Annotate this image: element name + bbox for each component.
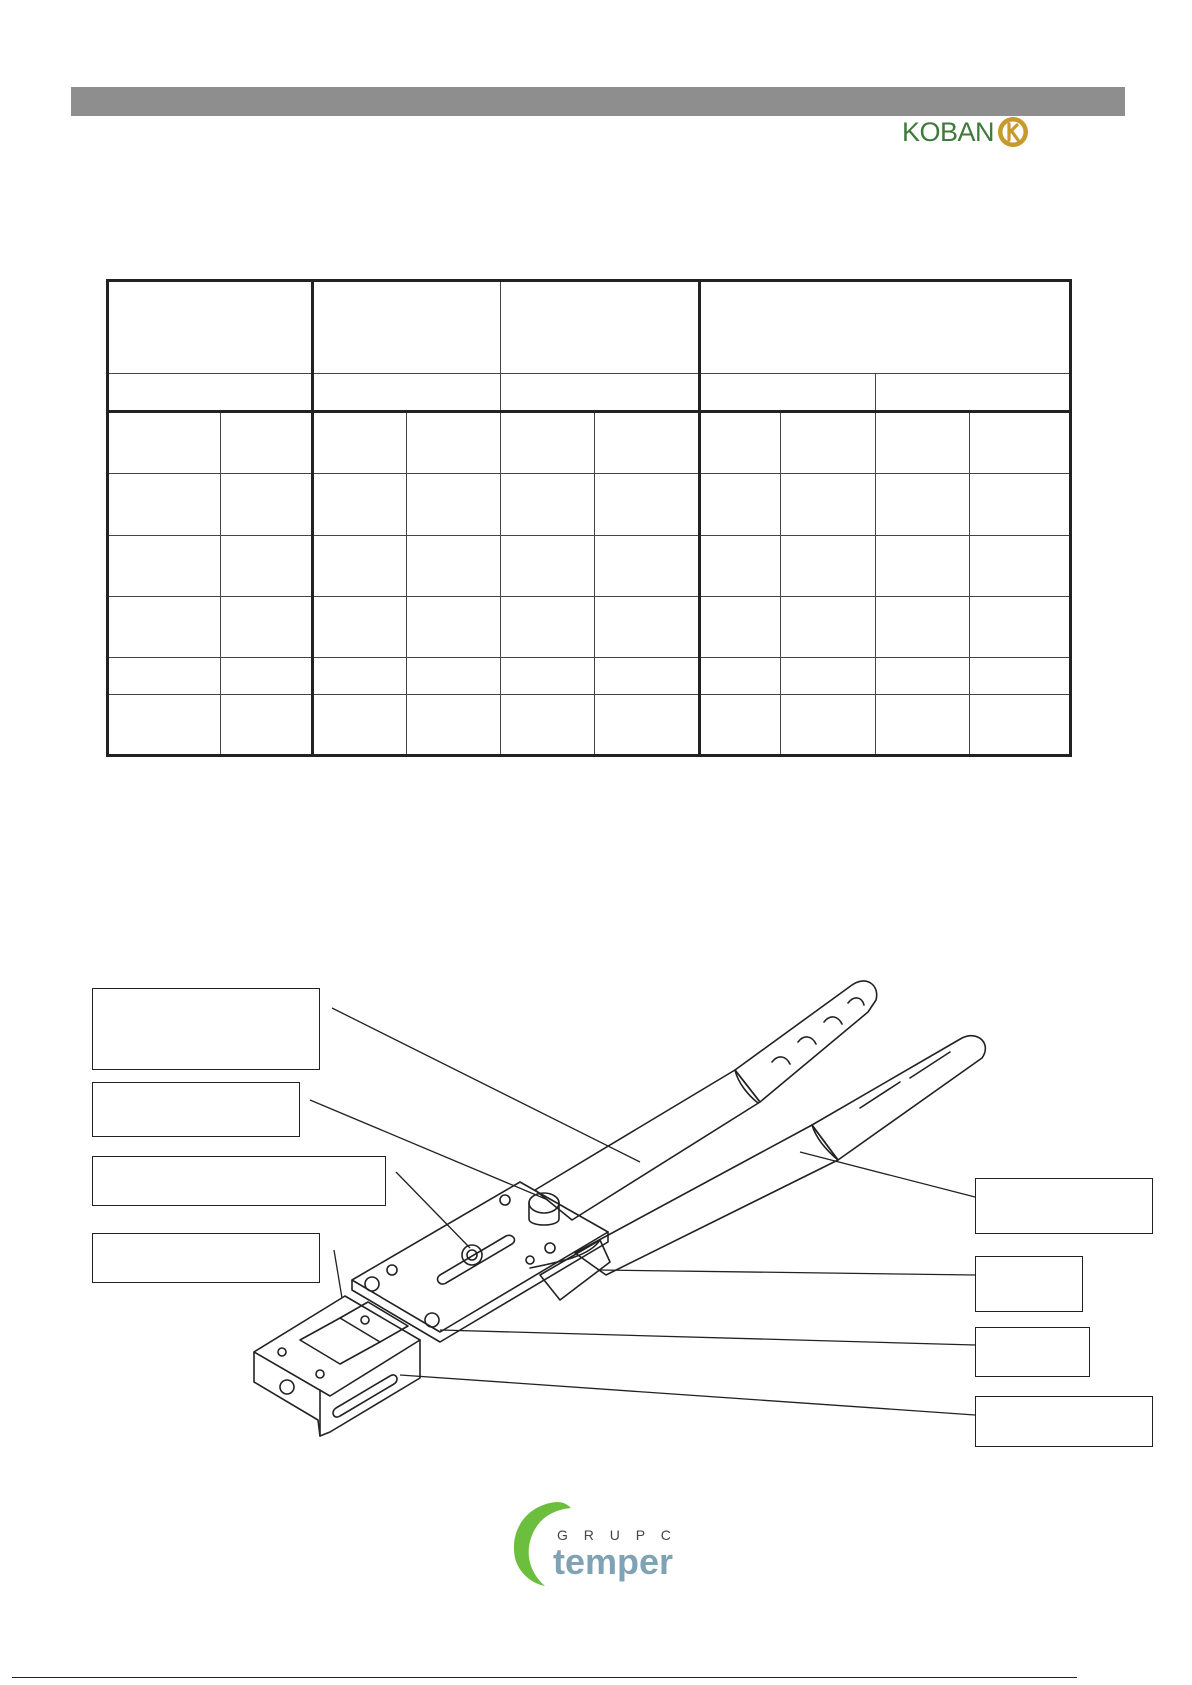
table-cell	[313, 474, 407, 536]
table-cell	[501, 695, 595, 756]
table-cell	[700, 412, 781, 474]
table-cell	[781, 658, 876, 695]
upper-handle-grip	[735, 981, 877, 1102]
table-header-row	[108, 281, 1071, 374]
table-cell	[501, 658, 595, 695]
lower-handle-grip	[812, 1036, 985, 1160]
table-cell	[407, 695, 501, 756]
crimping-tool-drawing	[0, 960, 1192, 1460]
table-cell	[108, 695, 221, 756]
specification-table	[106, 279, 1072, 757]
table-cell	[108, 536, 221, 597]
table-cell	[876, 412, 970, 474]
table-cell	[108, 597, 221, 658]
koban-logo-text: KOBAN	[902, 116, 995, 147]
grup-logo-line2: temper	[553, 1541, 674, 1582]
table-cell	[970, 695, 1071, 756]
table-cell	[313, 597, 407, 658]
header-bar	[71, 87, 1125, 116]
table-cell	[221, 474, 313, 536]
table-cell	[221, 695, 313, 756]
table-cell	[700, 658, 781, 695]
table-cell	[595, 474, 700, 536]
table-cell	[108, 474, 221, 536]
table-cell	[970, 658, 1071, 695]
table-cell	[501, 597, 595, 658]
table-header-cell	[501, 281, 700, 374]
table-cell	[876, 536, 970, 597]
table-cell	[876, 474, 970, 536]
table-cell	[595, 412, 700, 474]
koban-logo	[902, 114, 1052, 150]
table-cell	[221, 597, 313, 658]
table-cell	[501, 412, 595, 474]
table-cell	[313, 695, 407, 756]
table-cell	[407, 536, 501, 597]
table-cell	[313, 536, 407, 597]
table-row	[108, 695, 1071, 756]
table-cell	[313, 658, 407, 695]
table-cell	[407, 597, 501, 658]
table-cell	[221, 536, 313, 597]
table-cell	[407, 474, 501, 536]
table-cell	[221, 412, 313, 474]
table-cell	[108, 412, 221, 474]
table-subheader-cell	[108, 374, 313, 412]
table-cell	[700, 536, 781, 597]
koban-k-icon	[996, 115, 1030, 149]
lower-handle-arm	[575, 1125, 838, 1275]
table-cell	[876, 597, 970, 658]
table-cell	[595, 695, 700, 756]
table-subheader-row	[108, 374, 1071, 412]
table-row	[108, 597, 1071, 658]
table-cell	[876, 658, 970, 695]
table-cell	[108, 658, 221, 695]
table-cell	[970, 536, 1071, 597]
table-cell	[970, 597, 1071, 658]
table-cell	[595, 536, 700, 597]
table-header-cell	[108, 281, 313, 374]
table-header-cell	[700, 281, 1071, 374]
table-cell	[970, 412, 1071, 474]
table-row	[108, 474, 1071, 536]
table-cell	[313, 412, 407, 474]
table-subheader-cell	[501, 374, 700, 412]
table-row	[108, 536, 1071, 597]
table-cell	[781, 695, 876, 756]
table-subheader-cell	[313, 374, 501, 412]
table-header-cell	[313, 281, 501, 374]
grup-temper-logo	[505, 1498, 685, 1588]
table-cell	[407, 658, 501, 695]
table-cell	[876, 695, 970, 756]
table-cell	[595, 597, 700, 658]
table-cell	[781, 412, 876, 474]
table-cell	[700, 597, 781, 658]
table-cell	[781, 597, 876, 658]
table-cell	[700, 474, 781, 536]
grup-logo-line1: G R U P C	[557, 1527, 677, 1543]
footer-rule	[12, 1677, 1077, 1678]
table-cell	[700, 695, 781, 756]
table-row	[108, 412, 1071, 474]
table-cell	[221, 658, 313, 695]
table-cell	[781, 474, 876, 536]
table-cell	[970, 474, 1071, 536]
table-subheader-cell	[700, 374, 876, 412]
table-cell	[501, 474, 595, 536]
tool-jaw-body	[254, 1296, 420, 1396]
table-cell	[407, 412, 501, 474]
upper-handle-arm	[535, 1070, 760, 1220]
table-cell	[781, 536, 876, 597]
table-cell	[501, 536, 595, 597]
table-cell	[595, 658, 700, 695]
table-subheader-cell	[876, 374, 1071, 412]
table-row	[108, 658, 1071, 695]
